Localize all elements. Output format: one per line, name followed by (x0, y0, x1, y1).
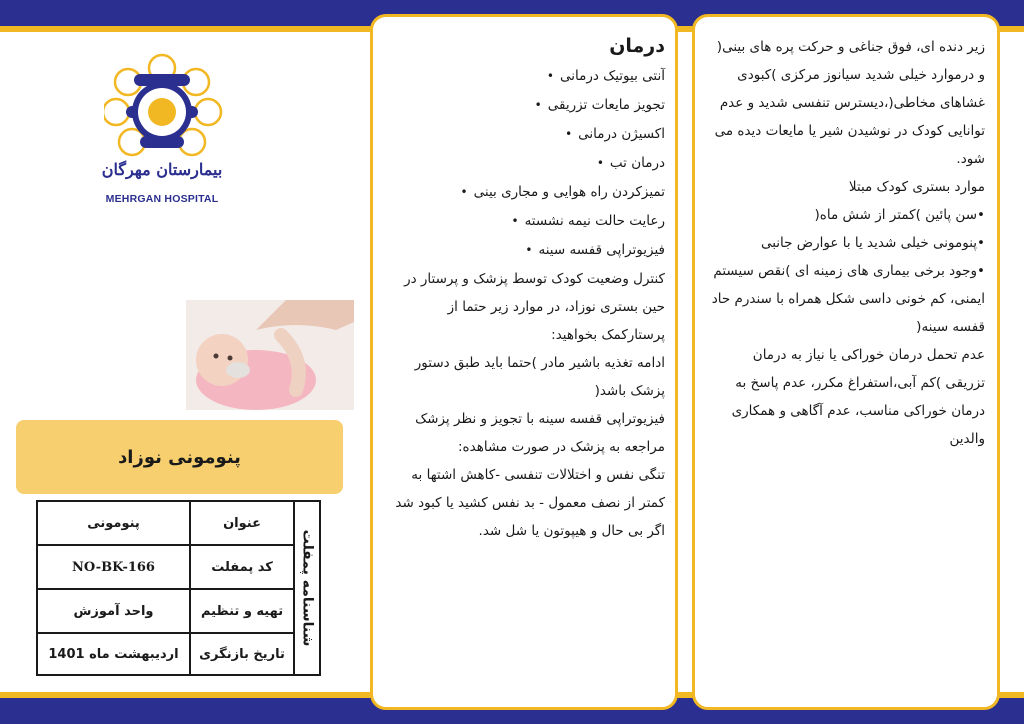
list-item: فیزیوتراپی قفسه سینه• (525, 241, 665, 258)
mehrgan-logo-icon (104, 50, 224, 210)
table-row (38, 634, 293, 674)
treatment-list (389, 62, 665, 265)
care-paragraph: کنترل وضعیت کودک توسط پزشک و پرستار در حین بستری نوزاد، در موارد زیر حتما از پرستارکمک بخواهید: (404, 270, 665, 343)
list-item: رعایت حالت نیمه نشسته• (511, 212, 665, 229)
list-item: تمیزکردن راه هوایی و مجاری بینی• (460, 183, 665, 200)
list-item: •وجود برخی بیماری های زمینه ای )نقص سیستم ایمنی، کم خونی داسی شکل همراه با سندرم حاد قفسه سینه( (711, 263, 985, 335)
row-value-author: واحد آموزش (73, 603, 154, 619)
treatment-heading: درمان (609, 35, 665, 57)
table-row (38, 546, 293, 590)
list-item: تجویز مایعات تزریقی• (534, 96, 665, 113)
symptoms-card (692, 14, 1000, 710)
row-value-code: NO-BK-166 (72, 559, 155, 575)
list-item: درمان تب• (596, 154, 665, 171)
row-value-revision: اردیبهشت ماه 1401 (48, 646, 179, 662)
physio-paragraph: فیزیوتراپی قفسه سینه با تجویز و نظر پزشک مراجعه به پزشک در صورت مشاهده: (415, 410, 665, 455)
table-row (38, 590, 293, 634)
symptoms-outro: عدم تحمل درمان خوراکی یا نیاز به درمان تزریقی )کم آبی،استفراغ مکرر، عدم پاسخ به درمان خوراکی مناسب، عدم آگاهی و همکاری والدین (731, 347, 985, 447)
id-table-side-text: شناسنامه پمفلت (298, 529, 315, 647)
list-item: اکسیژن درمانی• (565, 125, 665, 142)
list-item: آنتی بیوتیک درمانی• (546, 67, 665, 84)
row-value-title: پنومونی (87, 515, 140, 531)
logo-name-fa: بیمارستان مهرگان (101, 160, 223, 179)
hospitalization-title: موارد بستری کودک مبتلا (848, 179, 985, 195)
list-item: •سن پائین )کمتر از شش ماه( (814, 207, 985, 223)
row-key-title: عنوان (189, 502, 293, 544)
pamphlet-title: پنومونی نوزاد (16, 420, 343, 494)
list-item: •پنومونی خیلی شدید یا با عوارض جانبی (760, 235, 985, 251)
id-table-side-label (293, 502, 319, 674)
row-key-code: کد پمفلت (189, 546, 293, 588)
table-row (38, 502, 293, 546)
warning-signs-paragraph: تنگی نفس و اختلالات تنفسی -کاهش اشتها به کمتر از نصف معمول - بد نفس کشید یا کبود شد اگر بی حال و هیپوتون یا شل شد. (395, 466, 665, 539)
feeding-paragraph: ادامه تغذیه باشیر مادر )حتما باید طبق دستور پزشک باشد( (414, 354, 665, 399)
row-key-revision: تاریخ بازنگری (189, 634, 293, 674)
symptoms-intro: زیر دنده ای، فوق جناغی و حرکت پره های بینی( و درموارد خیلی شدید سیانوز مرکزی )کبودی غشاهای مخاطی(،دیسترس تنفسی شدید و عدم توانایی کودک در نوشیدن شیر یا مایعات دیده می شود. (714, 39, 985, 167)
baby-with-nebulizer-photo (186, 300, 354, 410)
logo-name-en: MEHRGAN HOSPITAL (105, 193, 219, 205)
treatment-card (370, 14, 678, 710)
row-key-author: تهیه و تنظیم (189, 590, 293, 632)
pamphlet-id-table (36, 500, 321, 676)
